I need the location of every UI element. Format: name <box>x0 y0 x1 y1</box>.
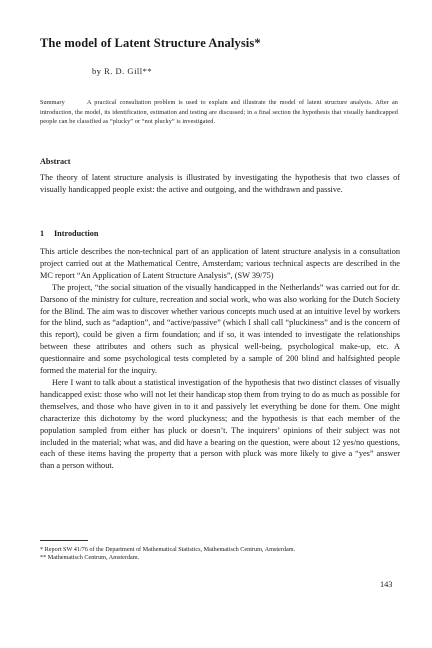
footnotes <box>40 546 400 563</box>
summary-block <box>40 98 398 127</box>
body-paragraph: This article describes the non-technical part of an application of latent structure analysis in a consultation project carried out at the Mathematical Centre, Amsterdam; various technical aspects are described in the MC report “An Application of Latent Structure Analysis”, (SW 39/75) <box>40 247 400 280</box>
section-heading <box>40 229 98 238</box>
section-body <box>40 246 400 472</box>
abstract-heading: Abstract <box>40 157 71 166</box>
summary-text: A practical consultation problem is used to explain and illustrate the model of latent structure analysis. After an introduction, the model, its identification, estimation and testing are discussed; in a final section the hypothesis that visually handicapped people can be classified as “plucky” or “not plucky” is investigated. <box>40 99 398 126</box>
footnote-mark: ** <box>40 554 47 562</box>
footnote-text: Report SW 41/76 of the Department of Mathematical Statistics, Mathematisch Centrum, Amsterdam. <box>44 546 296 553</box>
footnote-mark: * <box>40 546 44 553</box>
footnote-text: Mathematisch Centrum, Amsterdam. <box>47 554 140 562</box>
body-paragraph: Here I want to talk about a statistical investigation of the hypothesis that two distinct classes of visually handicapped exist: those who will not let their handicap stop them from trying to do as much as possible for themselves, and those who have given in to it and passively let everything be done for them. One might characterize this dichotomy by the word pluckyness; and the hypothesis is that each member of the population sampled from either has pluck or doesn’t. The inquirers’ opinions of their subject was not included in the material; what was, and did have a bearing on the question, were about 12 yes/no questions, each of these items having the property that a person with pluck was more likely to give a “yes” answer than a person without. <box>40 377 400 471</box>
abstract-text <box>40 172 400 196</box>
summary-label: Summary <box>40 99 65 106</box>
paper-title: The model of Latent Structure Analysis* <box>40 36 261 50</box>
author-line: by R. D. Gill** <box>92 66 153 76</box>
footnote-item <box>40 546 400 554</box>
body-paragraph: The project, “the social situation of the visually handicapped in the Netherlands” was carried out for dr. Darsono of the ministry for culture, recreation and social work, who was also working for the Dutch Society for the Blind. The aim was to discover whether various concepts much used at an intuitive level by workers for the blind, such as “adaption”, and “active/passive” (which I shall call “pluckiness” and is the concern of this report), could be given a firm foundation; and if so, it was intended to investigate the relationships between these attributes and others such as physical well-being, psychological make-up, etc. A questionnaire and some psychological tests completed by a sample of 200 blind and halfsighted people formed the material for the inquiry. <box>40 282 400 376</box>
section-number: 1 <box>40 229 45 238</box>
abstract-paragraph: The theory of latent structure analysis is illustrated by investigating the hypothesis that two classes of visually handicapped people exist: the active and outgoing, and the withdrawn and passive. <box>40 173 400 194</box>
footnote-item <box>40 554 400 562</box>
footnote-divider <box>40 540 88 541</box>
section-title: Introduction <box>54 229 99 238</box>
page-number: 143 <box>380 580 393 589</box>
